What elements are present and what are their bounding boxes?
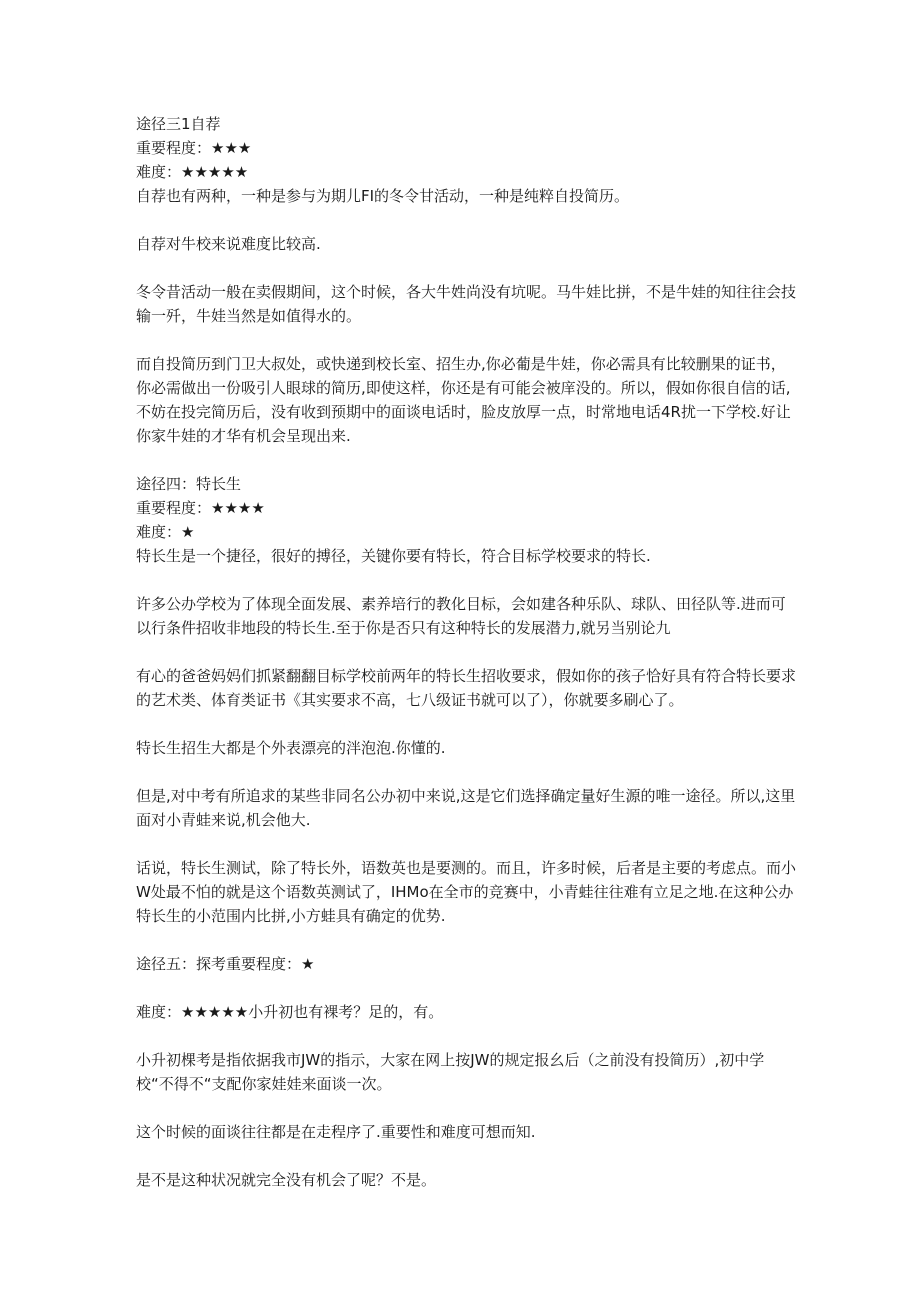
paragraph: 话说，特长生测试，除了特长外，语数英也是要测的。而且，许多时候，后者是主要的考虑点。而小W处最不怕的就是这个语数英测试了，IHMo在全市的竞赛中，小青蛙往往难有立足之地.在这种公办特长生的小范围内比拼,小方蛙具有确定的优势. [136,859,797,925]
paragraph: 特长生是一个捷径，很好的搏径，关键你要有特长，符合目标学校要求的特长. [136,547,651,565]
difficulty-rating: 难度：★★★★★ [136,163,249,181]
paragraph: 自荐对牛校来说难度比较高. [136,235,321,253]
paragraph: 而自投简历到门卫大叔处，或快递到校长室、招生办,你必葡是牛娃，你必需具有比较删果的证书，你必需做出一份吸引人眼球的简历,即使这样，你还是有可能会被庠没的。所以，假如你很自信的话,不妨在投完简历后，没有收到预期中的面谈电话时，脸皮放厚一点，时常地电话4R扰一下学校.好让你家牛娃的才华有机会呈现出来. [136,355,791,445]
difficulty-rating: 难度：★ [136,523,195,541]
section-heading-route-5: 途径五：探考重要程度：★ [136,955,315,973]
paragraph: 小升初棵考是指依据我市JW的指示，大家在网上按JW的规定报幺后（之前没有投简历）,初中学校“不得不“支配你家娃娃来面谈一次。 [136,1051,765,1093]
paragraph: 冬令昔活动一般在卖假期间，这个时候，各大牛姓尚没有坑呢。马牛娃比拼，不是牛娃的知往往会技输一歼，牛娃当然是如值得水的。 [136,283,797,325]
section-heading-route-4: 途径四：特长生 [136,475,242,493]
paragraph: 有心的爸爸妈妈们抓紧翻翻目标学校前两年的特长生招收要求，假如你的孩子恰好具有符合特长要求的艺术类、体育类证书《其实要求不高，七八级证书就可以了），你就要多刷心了。 [136,667,797,709]
paragraph: 许多公办学校为了体现全面发展、素养培行的教化目标，会如建各种乐队、球队、田径队等.进而可以行条件招收非地段的特长生.至于你是否只有这种特长的发展潜力,就另当别论九 [136,595,786,637]
importance-rating: 重要程度：★★★★ [136,499,265,517]
document-body [136,112,796,1192]
paragraph: 自荐也有两种，一种是参与为期儿FI的冬令甘活动，一种是纯粹自投简历。 [136,187,630,205]
paragraph: 这个时候的面谈往往都是在走程序了.重要性和难度可想而知. [136,1123,536,1141]
importance-rating: 重要程度：★★★ [136,139,252,157]
section-heading-route-3: 途径三1自荐 [136,115,221,133]
paragraph: 但是,对中考有所追求的某些非同名公办初中来说,这是它们选择确定量好生源的唯一途径。所以,这里面对小青蛙来说,机会他大. [136,787,796,829]
paragraph: 特长生招生大都是个外表漂亮的泮泡泡.你懂的. [136,739,446,757]
paragraph: 是不是这种状况就完全没有机会了呢？不是。 [136,1171,437,1189]
difficulty-rating: 难度：★★★★★小升初也有裸考？足的，有。 [136,1003,444,1021]
